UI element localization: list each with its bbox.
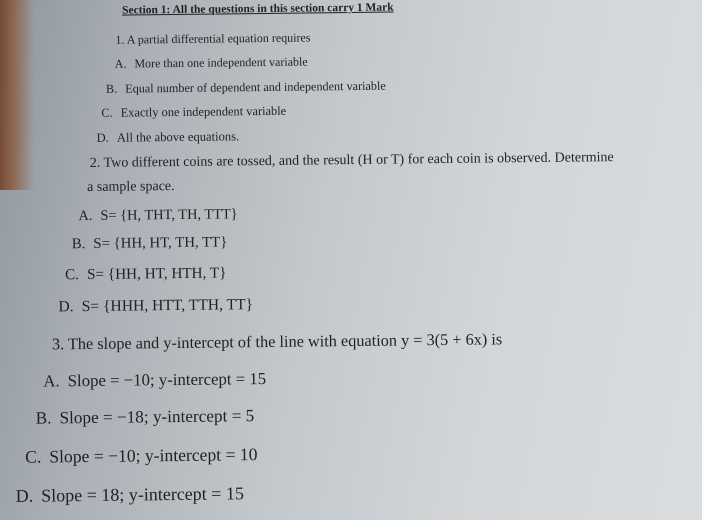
question-1-option-d — [97, 130, 240, 144]
question-1-prompt: 1. A partial differential equation requires — [115, 30, 311, 47]
option-label: C. — [25, 446, 42, 467]
option-text: Equal number of dependent and independent variable — [125, 78, 386, 96]
option-label: A. — [114, 56, 127, 71]
option-label: D. — [96, 130, 109, 145]
option-label: B. — [105, 81, 118, 96]
question-1-option-c — [101, 105, 286, 120]
question-3-option-c — [25, 446, 257, 466]
section-heading: Section 1: All the questions in this section carry 1 Mark — [122, 1, 394, 17]
option-label: B. — [35, 408, 52, 428]
question-2-prompt-line-2: a sample space. — [87, 179, 175, 196]
question-2-option-d — [58, 297, 253, 315]
option-label: C. — [65, 266, 80, 284]
option-text: S= {H, THT, TH, TTT} — [100, 206, 238, 224]
question-3-option-a — [43, 371, 266, 390]
question-3-prompt: 3. The slope and y-intercept of the line with equation y = 3(5 + 6x) is — [51, 329, 503, 354]
option-label: A. — [43, 371, 60, 391]
option-label: B. — [71, 236, 86, 253]
question-2-option-c — [65, 265, 227, 282]
question-2-prompt-line-1: 2. Two different coins are tossed, and the result (H or T) for each coin is observed. Determine — [89, 150, 614, 171]
option-text: S= {HH, HT, TH, TT} — [93, 234, 228, 252]
question-1-option-a — [115, 56, 308, 70]
option-text: Exactly one independent variable — [120, 103, 287, 120]
question-2-option-a — [78, 207, 237, 223]
option-text: Slope = −18; y-intercept = 5 — [59, 406, 255, 428]
option-label: C. — [101, 105, 113, 120]
option-text: S= {HHH, HTT, TTH, TT} — [81, 296, 254, 316]
option-text: Slope = −10; y-intercept = 15 — [67, 369, 267, 391]
option-text: Slope = 18; y-intercept = 15 — [41, 483, 244, 506]
option-label: D. — [58, 298, 74, 316]
option-text: S= {HH, HT, HTH, T} — [86, 264, 227, 284]
question-3-option-b — [36, 407, 255, 427]
option-text: More than one independent variable — [134, 54, 308, 71]
option-text: Slope = −10; y-intercept = 10 — [49, 444, 258, 467]
option-label: D. — [15, 485, 34, 506]
question-3-option-d — [16, 484, 244, 505]
question-1-option-b — [106, 80, 386, 95]
option-text: All the above equations. — [116, 129, 240, 145]
question-2-option-b — [72, 235, 228, 252]
option-label: A. — [78, 207, 93, 225]
